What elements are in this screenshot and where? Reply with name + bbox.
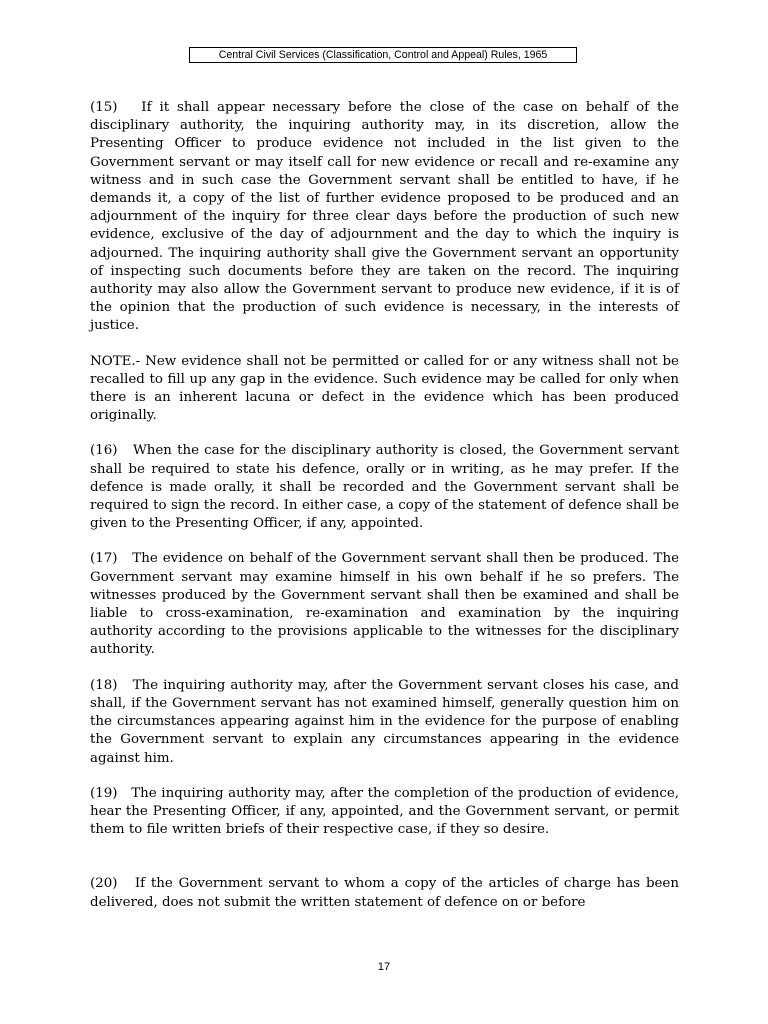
paragraph-20: (20) If the Government servant to whom a copy of the articles of charge has been delivered, does not submit the written statement of defence on or before [90,876,679,910]
paragraph-spacer [90,660,679,677]
paragraph-19: (19) The inquiring authority may, after the completion of the production of evidence, hear the Presenting Officer, if any, appointed, and the Government servant, or permit them to file written briefs of their respective case, if they so desire. [90,785,679,838]
page-number: 17 [377,961,391,973]
paragraph-18: (18) The inquiring authority may, after the Government servant closes his case, and shall, if the Government servant has not examined himself, generally question him on the circumstances appearing against him in the evidence for the purpose of enabling the Government servant to explain any circumstances appearing in the evidence against him. [90,677,679,766]
paragraph-spacer [90,425,679,442]
paragraph-17: (17) The evidence on behalf of the Government servant shall then be produced. The Government servant may examine himself in his own behalf if he so prefers. The witnesses produced by the Government servant shall then be examined and shall be liable to cross-examination, re-examination and examination by the inquiring authority according to the provisions applicable to the witnesses for the disciplinary authority. [90,551,679,658]
document-body [90,99,679,912]
running-header: Central Civil Services (Classification, Control and Appeal) Rules, 1965 [189,47,577,63]
paragraph-spacer [90,839,679,875]
paragraph-spacer [90,336,679,353]
paragraph-16: (16) When the case for the disciplinary authority is closed, the Government servant shall be required to state his defence, orally or in writing, as he may prefer. If the defence is made orally, it shall be recorded and the Government servant shall be required to sign the record. In either case, a copy of the statement of defence shall be given to the Presenting Officer, if any, appointed. [90,443,679,532]
paragraph-15: (15) If it shall appear necessary before the close of the case on behalf of the disciplinary authority, the inquiring authority may, in its discretion, allow the Presenting Officer to produce evidence not included in the list given to the Government servant or may itself call for new evidence or recall and re-examine any witness and in such case the Government servant shall be entitled to have, if he demands it, a copy of the list of further evidence proposed to be produced and an adjournment of the inquiry for three clear days before the production of such new evidence, exclusive of the day of adjournment and the day to which the inquiry is adjourned. The inquiring authority shall give the Government servant an opportunity of inspecting such documents before they are taken on the record. The inquiring authority may also allow the Government servant to produce new evidence, if it is of the opinion that the production of such evidence is necessary, in the interests of justice. [90,100,679,334]
paragraph-spacer [90,768,679,785]
paragraph-spacer [90,533,679,550]
note-paragraph: NOTE.- New evidence shall not be permitted or called for or any witness shall not be recalled to fill up any gap in the evidence. Such evidence may be called for only when there is an inherent lacuna or defect in the evidence which has been produced originally. [90,353,679,424]
